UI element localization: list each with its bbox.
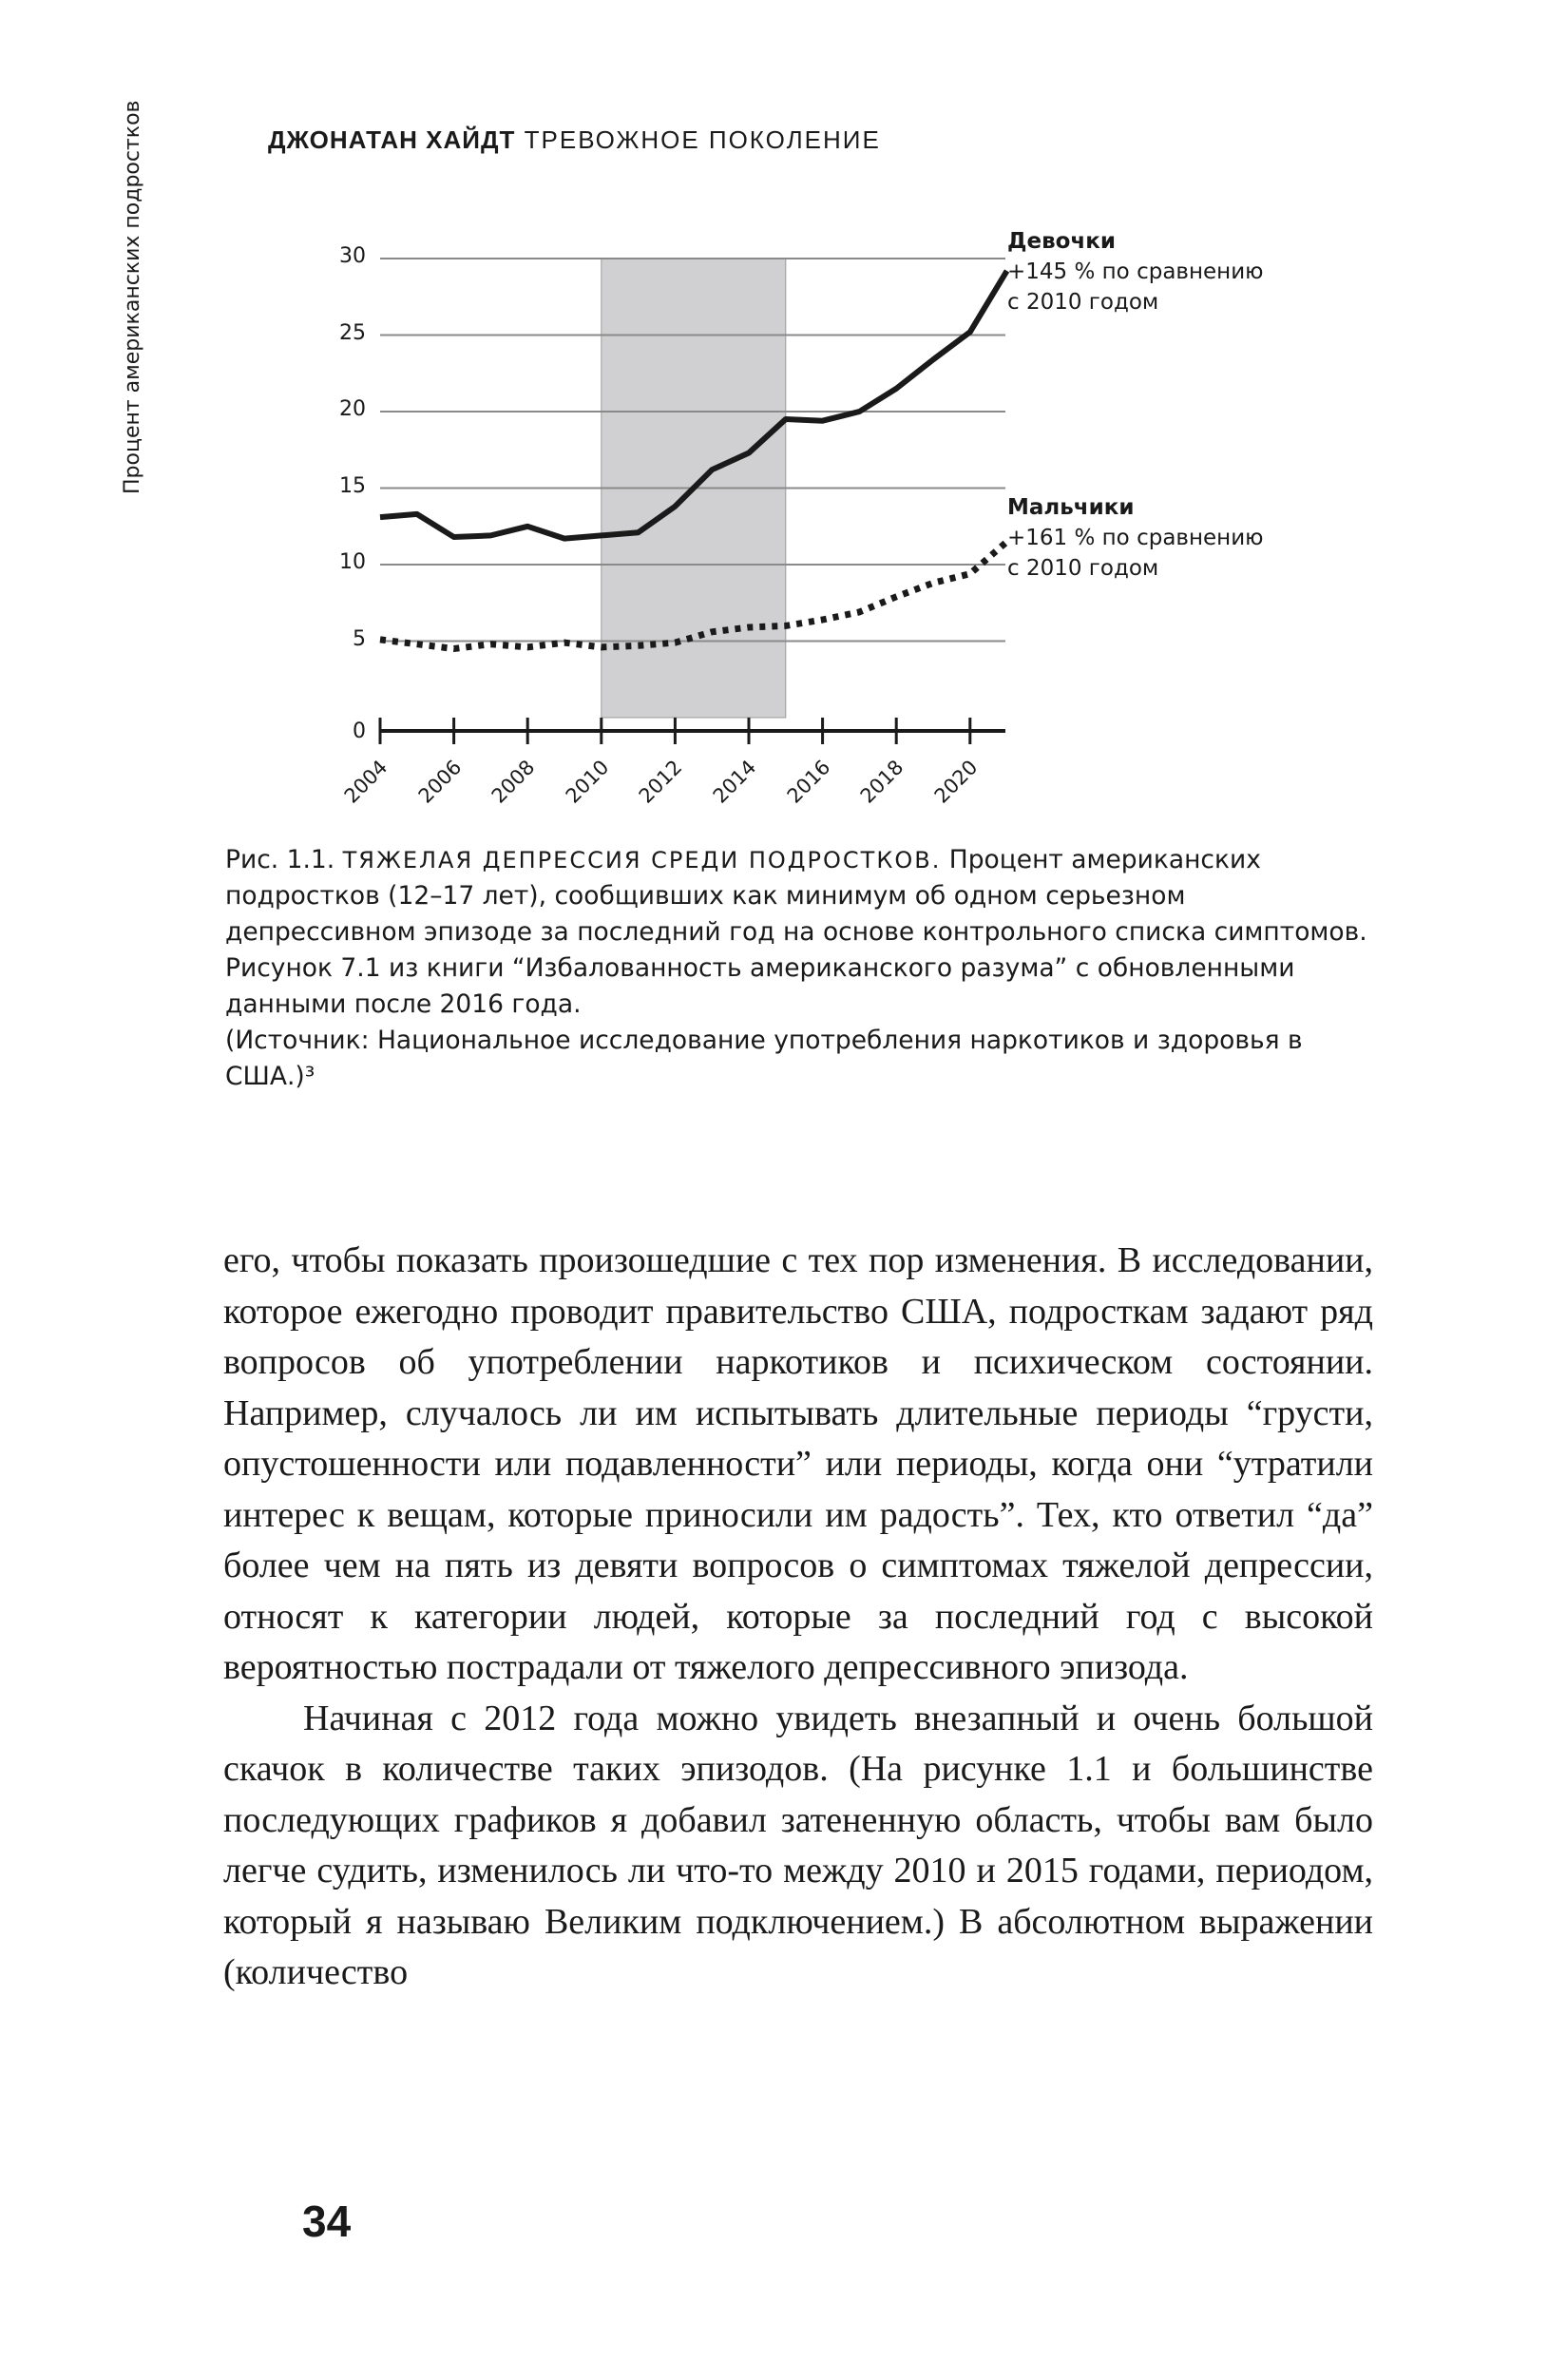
x-tick-label: 2010	[561, 756, 614, 808]
x-tick-label: 2016	[782, 756, 835, 808]
legend-boys-change: +161 % по сравнению	[1007, 526, 1264, 550]
legend-boys-name: Мальчики	[1007, 495, 1135, 520]
caption-source: (Источник: Национальное исследование употребления наркотиков и здоровья в США.)³	[225, 1026, 1303, 1091]
depression-chart	[0, 0, 1548, 836]
x-tick-label: 2018	[855, 756, 908, 808]
legend-boys-baseline: с 2010 годом	[1007, 556, 1159, 581]
caption-heading: ТЯЖЕЛАЯ ДЕПРЕССИЯ СРЕДИ ПОДРОСТКОВ.	[342, 847, 942, 873]
body-paragraph-2: Начиная с 2012 года можно увидеть внезапный и очень большой скачок в количестве таких эпизодов. (На рисунке 1.1 и большинстве последующих графиков я добавил затененную область, чтобы вам было легче судить, изменилось ли что-то между 2010 и 2015 годами, периодом, который я называю Великим подключением.) В абсолютном выражении (количество	[223, 1698, 1373, 1992]
y-tick-label: 10	[339, 550, 366, 574]
legend-girls-name: Девочки	[1007, 229, 1116, 254]
x-tick-label: 2006	[413, 756, 467, 808]
running-head-title: ТРЕВОЖНОЕ ПОКОЛЕНИЕ	[524, 125, 881, 154]
body-text	[223, 1236, 1373, 1999]
page-number: 34	[302, 2197, 352, 2246]
caption-text: Процент американских подростков (12–17 лет), сообщивших как минимум об одном серьезном депрессивном эпизоде за последний год на основе контрольного списка симптомов. Рисунок 7.1 из книги “Избалованность американского разума” с обновленными данными после 2016 года.	[225, 845, 1367, 1019]
x-tick-label: 2004	[339, 756, 392, 808]
figure-caption	[225, 842, 1375, 1095]
y-tick-label: 5	[353, 626, 366, 651]
x-tick-label: 2008	[487, 756, 540, 808]
y-tick-label: 0	[353, 720, 366, 743]
caption-label: Рис. 1.1.	[225, 845, 335, 874]
legend-boys	[1007, 492, 1264, 584]
running-head-author: ДЖОНАТАН ХАЙДТ	[268, 125, 516, 154]
legend-girls-change: +145 % по сравнению	[1007, 259, 1264, 284]
legend-girls-baseline: с 2010 годом	[1007, 290, 1159, 315]
x-tick-label: 2020	[929, 756, 983, 808]
y-tick-label: 25	[339, 320, 366, 345]
chart-y-axis-label: Процент американских подростков	[120, 100, 144, 494]
legend-girls	[1007, 226, 1264, 317]
y-tick-label: 20	[339, 397, 366, 421]
body-paragraph-1: его, чтобы показать произошедшие с тех пор изменения. В исследовании, которое ежегодно проводит правительство США, подросткам задают ряд вопросов об употреблении наркотиков и психическом состоянии. Например, случалось ли им испытывать длительные периоды “грусти, опустошенности или подавленности” или периоды, когда они “утратили интерес к вещам, которые приносили им радость”. Тех, кто ответил “да” более чем на пять из девяти вопросов о симптомах тяжелой депрессии, относят к категории людей, которые за последний год с высокой вероятностью пострадали от тяжелого депрессивного эпизода.	[223, 1240, 1373, 1687]
x-tick-label: 2014	[708, 756, 761, 808]
y-tick-label: 15	[339, 473, 366, 498]
y-tick-label: 30	[339, 244, 366, 268]
x-tick-label: 2012	[635, 756, 687, 808]
chart-plot-area	[0, 0, 1548, 836]
